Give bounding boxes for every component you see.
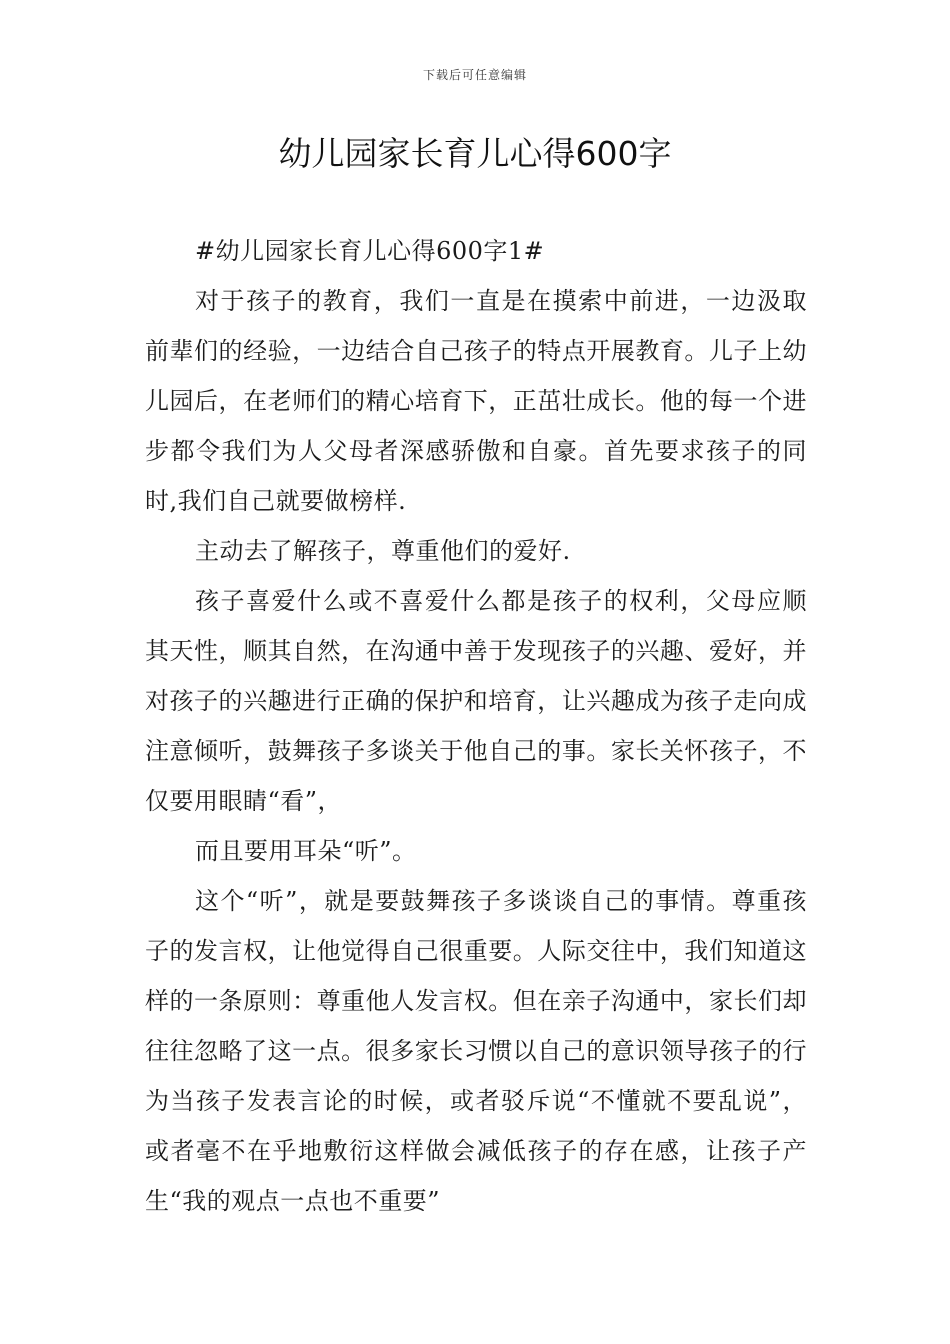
paragraph: 主动去了解孩子，尊重他们的爱好.	[195, 537, 571, 565]
paragraph: 孩子喜爱什么或不喜爱什么都是孩子的权利，父母应顺其天性，顺其自然，在沟通中善于发现孩子的兴趣、爱好，并对孩子的兴趣进行正确的保护和培育，让兴趣成为孩子走向成注意倾听，鼓舞孩子多谈关于他自己的事。家长关怀孩子，不仅要用眼睛“看”，	[145, 587, 807, 815]
paragraph: 这个“听”，就是要鼓舞孩子多谈谈自己的事情。尊重孩子的发言权，让他觉得自己很重要。人际交往中，我们知道这样的一条原则：尊重他人发言权。但在亲子沟通中，家长们却往往忽略了这一点。很多家长习惯以自己的意识领导孩子的行为当孩子发表言论的时候，或者驳斥说“不懂就不要乱说”，或者毫不在乎地敷衍这样做会减低孩子的存在感，让孩子产生“我的观点一点也不重要”	[145, 887, 807, 1215]
header-note: 下载后可任意编辑	[422, 68, 527, 82]
page-title: 幼儿园家长育儿心得600字	[278, 134, 672, 173]
paragraph: 而且要用耳朵“听”。	[195, 837, 417, 865]
paragraph-subheading: #幼儿园家长育儿心得600字1#	[195, 237, 545, 265]
document-body	[145, 226, 807, 1226]
paragraph: 对于孩子的教育，我们一直是在摸索中前进，一边汲取前辈们的经验，一边结合自己孩子的特点开展教育。儿子上幼儿园后，在老师们的精心培育下，正茁壮成长。他的每一个进步都令我们为人父母者深感骄傲和自豪。首先要求孩子的同时,我们自己就要做榜样.	[145, 287, 807, 515]
